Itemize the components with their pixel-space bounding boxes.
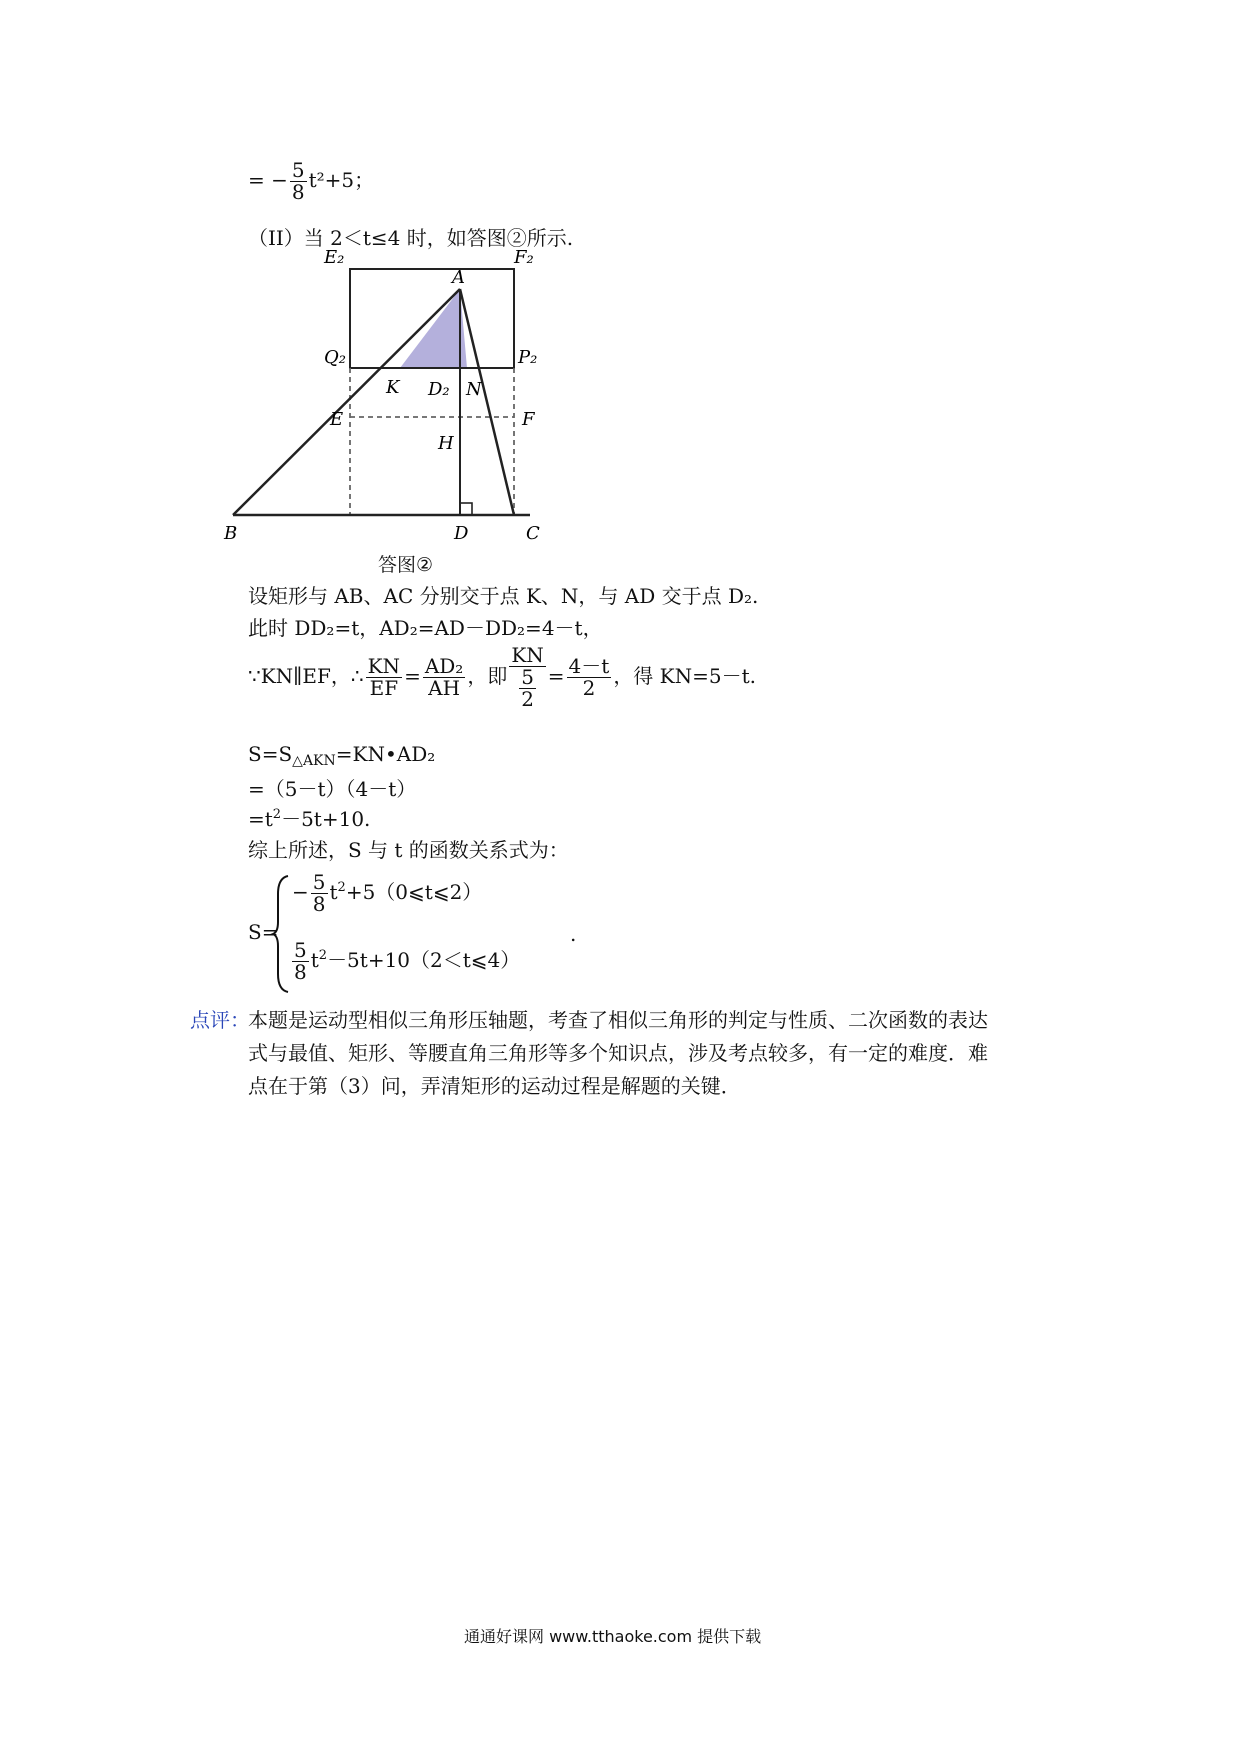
comment-line-3: 点在于第（3）问，弄清矩形的运动过程是解题的关键．	[248, 1074, 741, 1098]
fraction-numerator: AD₂	[424, 654, 464, 678]
fraction-numerator: KN	[367, 654, 401, 678]
segment-ab	[233, 289, 460, 515]
label-n: N	[466, 379, 482, 400]
piecewise-lhs: S=	[248, 920, 279, 944]
fraction-ad2-ah	[423, 656, 466, 699]
expansion-t: =t	[248, 807, 273, 831]
label-b: B	[224, 523, 238, 544]
fraction-denominator: 8	[294, 960, 307, 984]
shaded-triangle-akn	[400, 289, 467, 368]
fraction-numerator: 5	[291, 158, 305, 182]
fraction-denominator: EF	[369, 676, 399, 700]
paragraph-3	[248, 645, 756, 710]
fraction-numerator: 5	[312, 870, 326, 894]
fraction-kn-ef	[366, 656, 402, 699]
text-since-kn-parallel-ef: ∵KN∥EF，∴	[248, 664, 364, 688]
formula-line-1	[248, 160, 374, 203]
exponent: 2	[272, 807, 282, 822]
piecewise-row-1	[292, 872, 482, 915]
minus-sign: −	[292, 880, 309, 904]
fraction-denominator: 2	[521, 687, 534, 711]
fraction-denominator: 8	[291, 180, 305, 204]
area-expansion-1: =（5－t）（4－t）	[248, 777, 417, 801]
label-a: A	[452, 267, 465, 288]
text-ie: ，即	[467, 664, 508, 688]
comment-label: 点评：	[190, 1008, 250, 1032]
fraction-5-8	[311, 872, 328, 915]
label-e: E	[330, 409, 344, 430]
area-lhs: S=S	[248, 742, 293, 766]
variable-t: t	[310, 948, 319, 972]
variable-t: t	[329, 880, 338, 904]
fraction-5-2	[519, 667, 536, 710]
piecewise-end-period: .	[570, 922, 577, 946]
right-angle-mark	[460, 503, 472, 515]
segment-ac	[460, 289, 514, 515]
fraction-4-minus-t-over-2	[567, 656, 612, 699]
fraction-denominator: AH	[428, 676, 461, 700]
comment-line-2: 式与最值、矩形、等腰直角三角形等多个知识点，涉及考点较多，有一定的难度．难	[248, 1041, 988, 1065]
exponent: 2	[318, 948, 328, 963]
paragraph-2: 此时 DD₂=t，AD₂=AD－DD₂=4－t，	[248, 616, 603, 640]
label-h: H	[438, 433, 454, 454]
comment-line-1: 本题是运动型相似三角形压轴题，考查了相似三角形的判定与性质、二次函数的表达	[248, 1008, 988, 1032]
area-formula	[248, 742, 435, 769]
formula-tail: t²+5；	[308, 168, 375, 192]
fraction-numerator: KN	[511, 643, 544, 667]
fraction-denominator: 2	[582, 676, 596, 700]
piecewise-row-1-tail: +5（0⩽t⩽2）	[345, 880, 483, 904]
label-e2: E₂	[324, 247, 345, 268]
geometry-figure	[224, 245, 550, 565]
area-expansion-2	[248, 803, 370, 832]
paragraph-1: 设矩形与 AB、AC 分别交于点 K、N，与 AD 交于点 D₂.	[248, 584, 759, 608]
fraction-kn-over-five-halves	[509, 645, 545, 710]
fraction-denominator: 8	[312, 892, 326, 916]
piecewise-row-2	[290, 940, 520, 983]
text-kn-result: ，得 KN=5－t.	[613, 664, 756, 688]
label-q2: Q₂	[324, 347, 346, 368]
area-subscript: △AKN	[292, 753, 336, 769]
label-p2: P₂	[518, 347, 538, 368]
fraction-numerator: 5	[521, 665, 534, 689]
equals-sign: =	[404, 664, 421, 688]
label-d: D	[454, 523, 469, 544]
fraction-denominator	[509, 667, 545, 710]
area-rhs: =KN•AD₂	[335, 742, 436, 766]
piecewise-row-2-tail: －5t+10（2＜t⩽4）	[327, 948, 521, 972]
summary-line: 综上所述，S 与 t 的函数关系式为：	[248, 838, 569, 862]
label-f2: F₂	[514, 247, 534, 268]
fraction-5-8	[292, 940, 309, 983]
figure-caption: 答图②	[378, 554, 434, 576]
exponent: 2	[337, 880, 346, 895]
label-c: C	[526, 523, 540, 544]
fraction-5-8	[290, 160, 307, 203]
formula-prefix: = −	[248, 168, 288, 192]
fraction-numerator: 4－t	[568, 654, 610, 678]
case-heading: （II）当 2＜t≤4 时，如答图②所示.	[248, 226, 574, 250]
fraction-numerator: 5	[294, 938, 307, 962]
label-f: F	[522, 409, 535, 430]
page-footer: 通通好课网 www.tthaoke.com 提供下载	[464, 1627, 762, 1646]
equals-sign: =	[547, 664, 565, 688]
label-k: K	[386, 377, 400, 398]
expansion-rest: －5t+10.	[281, 807, 371, 831]
left-brace	[272, 874, 290, 994]
label-d2: D₂	[428, 379, 450, 400]
